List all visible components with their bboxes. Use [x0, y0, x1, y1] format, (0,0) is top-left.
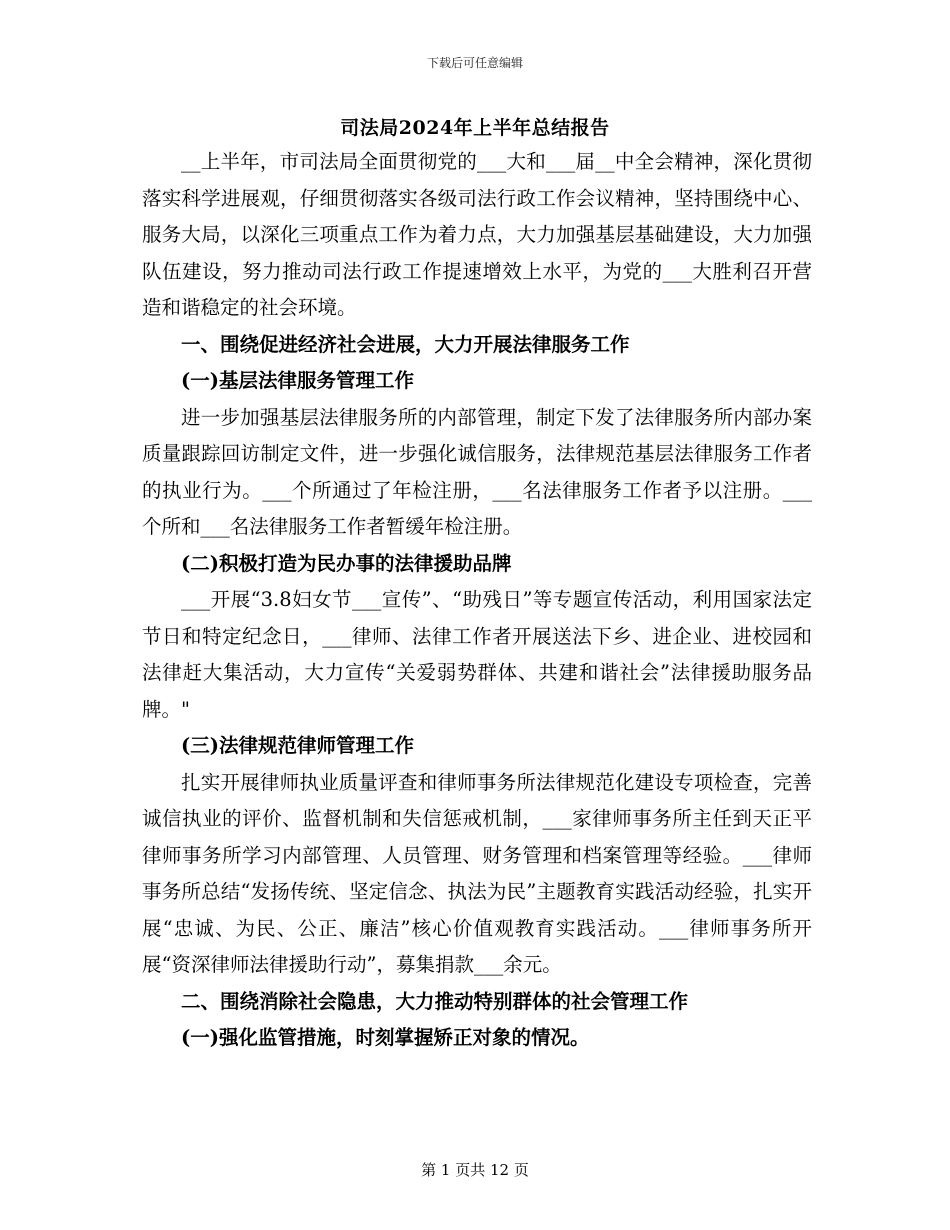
- subsection-heading-1-1: (一)基层法律服务管理工作: [181, 369, 414, 392]
- subsection-heading-1-3: (三)法律规范律师管理工作: [181, 734, 414, 757]
- paragraph-1-2: ___开展“3.8妇女节___宣传”、“助残日”等专题宣传活动，利用国家法定节日和特定纪念日，___律师、法律工作者开展送法下乡、进企业、进校园和法律赶大集活动，大力宣传“关爱弱势群体、共建和谐社会”法律援助服务品牌。": [142, 588, 812, 721]
- subsection-heading-1-2: (二)积极打造为民办事的法律援助品牌: [181, 551, 512, 575]
- paragraph-1-1: 进一步加强基层法律服务所的内部管理，制定下发了法律服务所内部办案质量跟踪回访制定文件，进一步强化诚信服务，法律规范基层法律服务工作者的执业行为。___个所通过了年检注册，___名法律服务工作者予以注册。___个所和___名法律服务工作者暂缓年检注册。: [142, 405, 812, 538]
- section-heading-1: 一、围绕促进经济社会进展，大力开展法律服务工作: [181, 332, 630, 356]
- section-heading-2: 二、围绕消除社会隐患，大力推动特别群体的社会管理工作: [181, 989, 689, 1013]
- body-text: [142, 144, 812, 1057]
- paragraph-1-3: 扎实开展律师执业质量评查和律师事务所法律规范化建设专项检查，完善诚信执业的评价、监督机制和失信惩戒机制，___家律师事务所主任到天正平律师事务所学习内部管理、人员管理、财务管理和档案管理等经验。___律师事务所总结“发扬传统、坚定信念、执法为民”主题教育实践活动经验，扎实开展“忠诚、为民、公正、廉洁”核心价值观教育实践活动。___律师事务所开展“资深律师法律援助行动”，募集捐款___余元。: [142, 770, 812, 976]
- document-title: 司法局2024年上半年总结报告: [340, 117, 610, 139]
- subsection-heading-2-1: (一)强化监管措施，时刻掌握矫正对象的情况。: [181, 1026, 590, 1049]
- intro-paragraph: __上半年，市司法局全面贯彻党的___大和___届__中全会精神，深化贯彻落实科学进展观，仔细贯彻落实各级司法行政工作会议精神，坚持围绕中心、服务大局，以深化三项重点工作为着力点，大力加强基层基础建设，大力加强队伍建设，努力推动司法行政工作提速增效上水平，为党的___大胜利召开营造和谐稳定的社会环境。: [142, 150, 812, 319]
- page-footer: 第 1 页共 12 页: [421, 1161, 529, 1179]
- header-note: 下载后可任意编辑: [426, 56, 523, 70]
